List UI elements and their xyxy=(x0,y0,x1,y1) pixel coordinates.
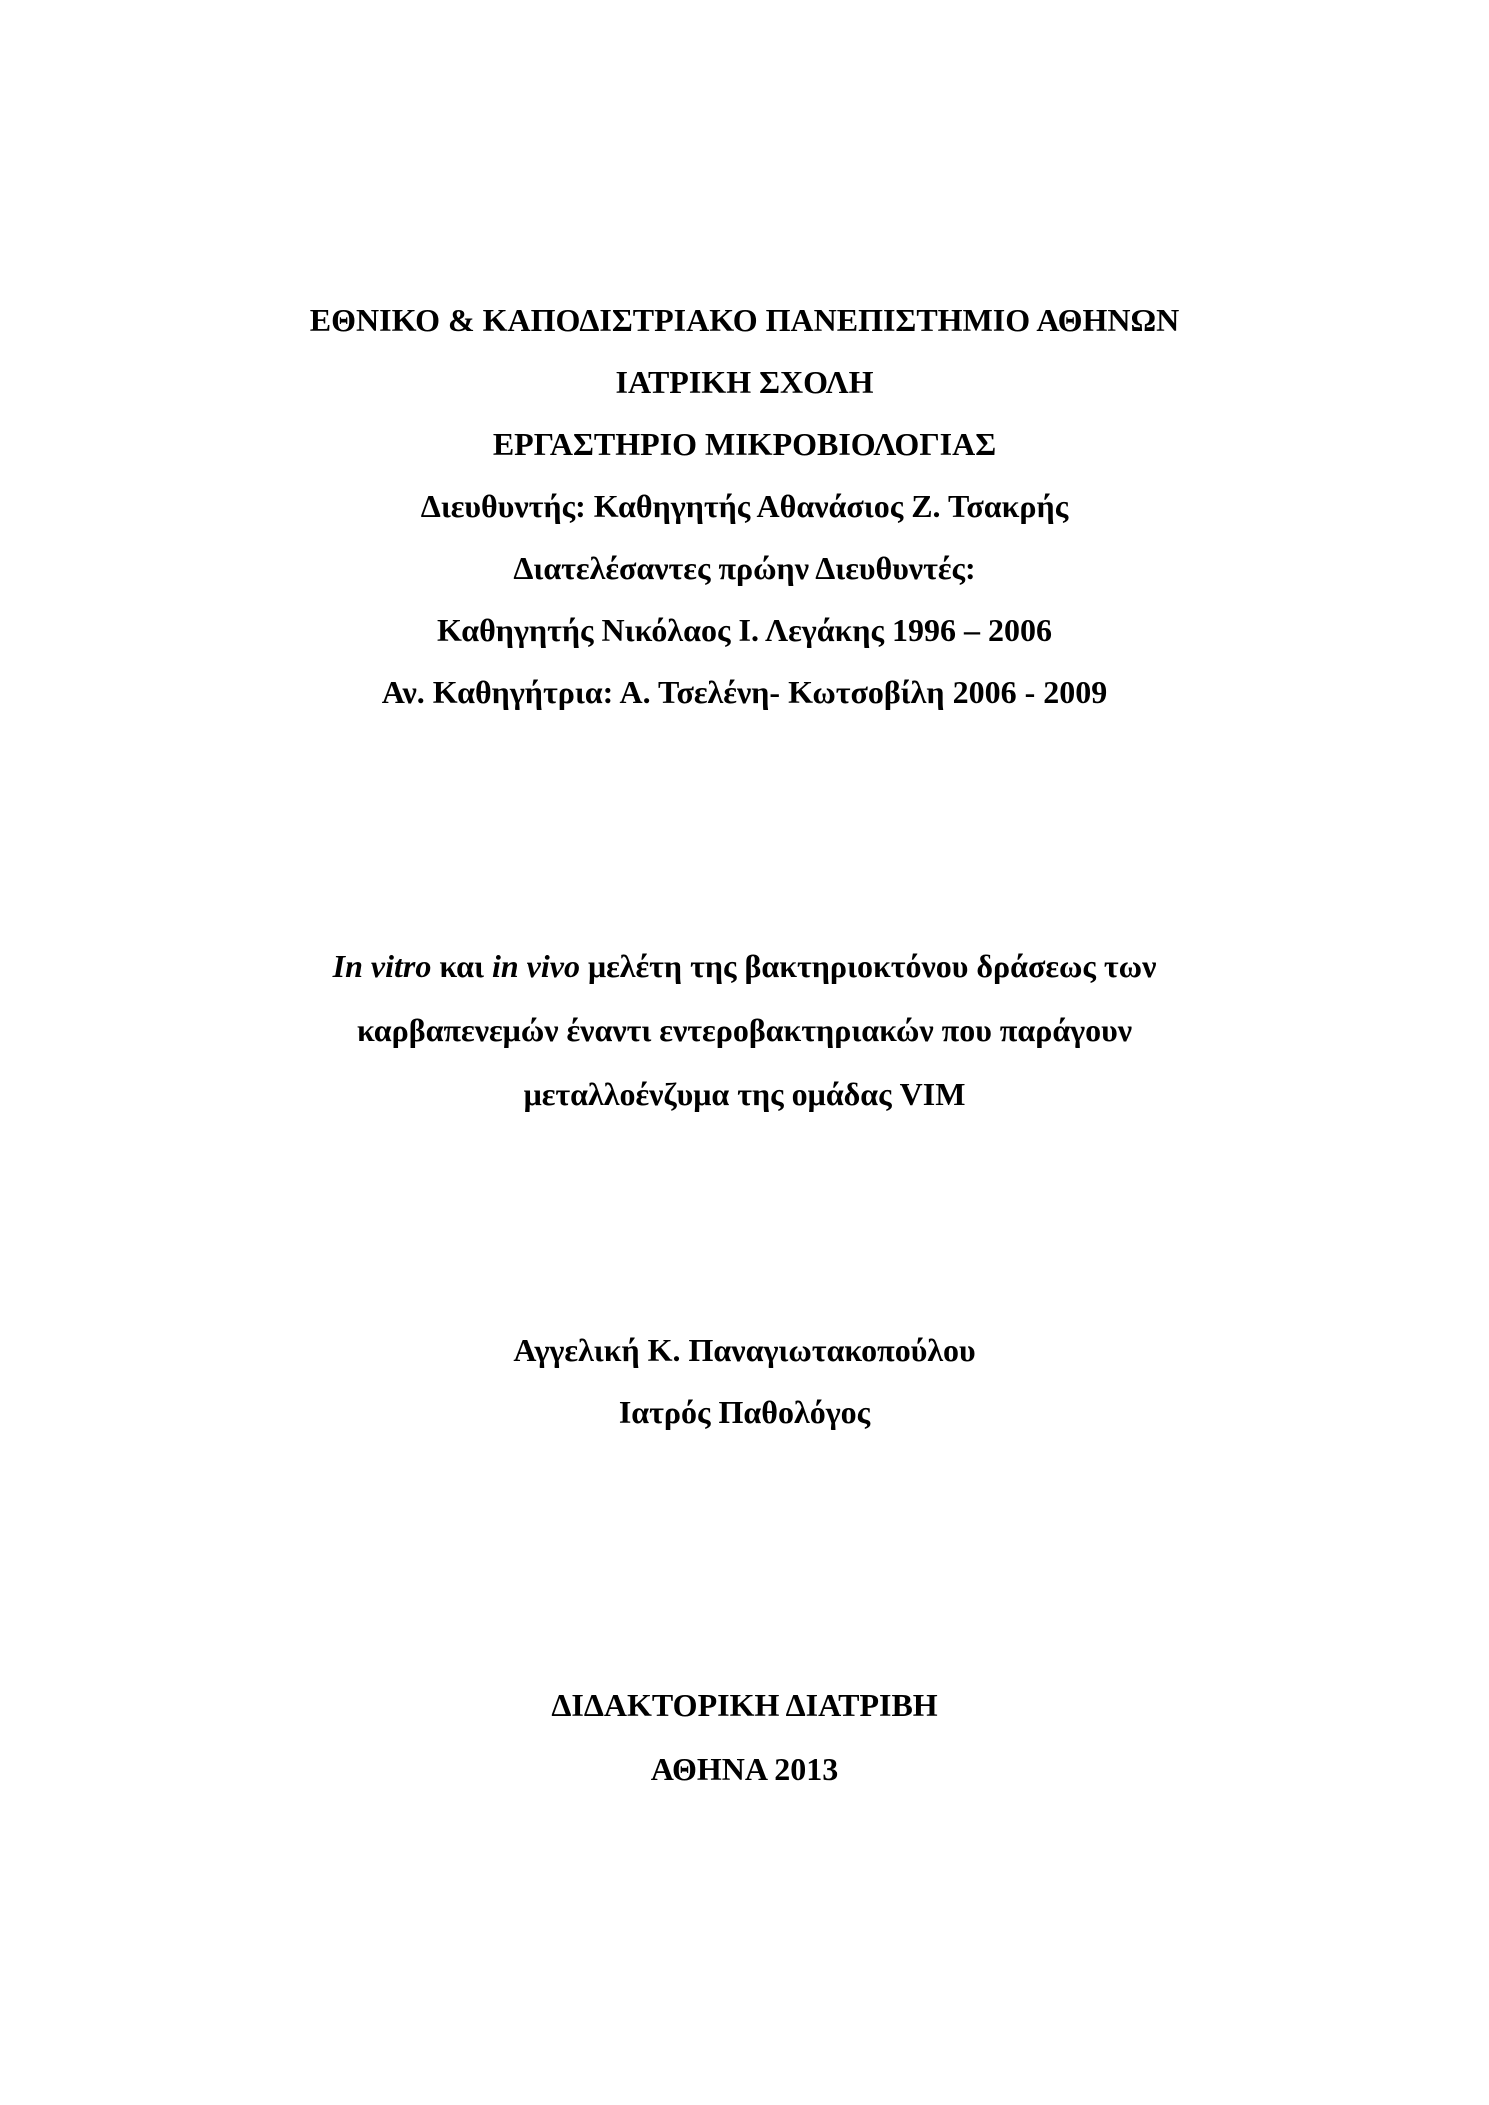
author-name: Αγγελική Κ. Παναγιωτακοπούλου xyxy=(513,1332,976,1368)
former-directors-label: Διατελέσαντες πρώην Διευθυντές: xyxy=(513,550,976,586)
author-profession: Ιατρός Παθολόγος xyxy=(618,1394,871,1430)
laboratory-name: ΕΡΓΑΣΤΗΡΙΟ ΜΙΚΡΟΒΙΟΛΟΓΙΑΣ xyxy=(492,426,997,462)
thesis-title-line-2: καρβαπενεμών έναντι εντεροβακτηριακών που παράγουν xyxy=(356,1012,1133,1048)
title-in-vitro: In vitro xyxy=(332,948,432,984)
former-director-2: Αν. Καθηγήτρια: Α. Τσελένη- Κωτσοβίλη 2006 - 2009 xyxy=(381,674,1108,710)
thesis-title-line-3: μεταλλοένζυμα της ομάδας VIM xyxy=(523,1076,966,1112)
university-name: ΕΘΝΙΚΟ & ΚΑΠΟΔΙΣΤΡΙΑΚΟ ΠΑΝΕΠΙΣΤΗΜΙΟ ΑΘΗΝΩΝ xyxy=(309,302,1180,338)
title-rest: μελέτη της βακτηριοκτόνου δράσεως των xyxy=(579,948,1157,984)
director-line: Διευθυντής: Καθηγητής Αθανάσιος Ζ. Τσακρής xyxy=(420,488,1069,524)
document-type: ΔΙΔΑΚΤΟΡΙΚΗ ΔΙΑΤΡΙΒΗ xyxy=(551,1687,938,1723)
title-in-vivo: in vivo xyxy=(491,948,580,984)
thesis-title-line-1 xyxy=(0,946,1489,986)
place-year: ΑΘΗΝΑ 2013 xyxy=(650,1751,839,1787)
former-director-1: Καθηγητής Νικόλαος Ι. Λεγάκης 1996 – 2006 xyxy=(436,612,1053,648)
school-name: ΙΑΤΡΙΚΗ ΣΧΟΛΗ xyxy=(615,364,874,400)
title-conjunction: και xyxy=(431,948,492,984)
